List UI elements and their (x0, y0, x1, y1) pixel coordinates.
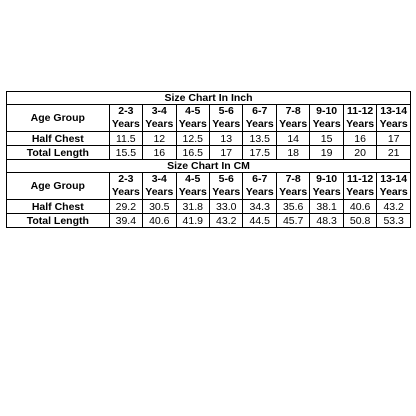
table-cell: 31.8 (176, 200, 209, 214)
table-cell: 13 (210, 132, 243, 146)
age-column-header (343, 105, 376, 132)
table-cell: 34.3 (243, 200, 276, 214)
table-cell: 45.7 (276, 214, 309, 228)
age-column-header (343, 173, 376, 200)
table-cell: 41.9 (176, 214, 209, 228)
age-unit: Years (212, 118, 241, 130)
table-cell: 16 (143, 146, 176, 160)
row-label: Half Chest (7, 200, 110, 214)
table-cell: 16 (343, 132, 376, 146)
age-unit: Years (279, 186, 308, 198)
age-column-header (276, 105, 309, 132)
table-cell: 17 (377, 132, 411, 146)
age-column-header (109, 173, 142, 200)
table-cell: 33.0 (210, 200, 243, 214)
age-column-header (276, 173, 309, 200)
age-column-header (109, 105, 142, 132)
table-cell: 40.6 (143, 214, 176, 228)
age-range: 4-5 (185, 105, 201, 117)
age-range: 7-8 (285, 105, 301, 117)
age-column-header (243, 105, 276, 132)
table-cell: 18 (276, 146, 309, 160)
age-column-header (143, 173, 176, 200)
age-range: 11-12 (346, 105, 374, 117)
table-cell: 43.2 (210, 214, 243, 228)
table-cell: 15 (310, 132, 343, 146)
age-range: 3-4 (151, 173, 167, 185)
age-column-header (143, 105, 176, 132)
table-cell: 21 (377, 146, 411, 160)
table-cell: 35.6 (276, 200, 309, 214)
table-cell: 12.5 (176, 132, 209, 146)
age-range: 2-3 (118, 105, 134, 117)
age-unit: Years (145, 186, 174, 198)
age-unit: Years (245, 118, 274, 130)
age-range: 5-6 (218, 105, 234, 117)
age-column-header (243, 173, 276, 200)
age-unit: Years (212, 186, 241, 198)
age-unit: Years (312, 118, 341, 130)
table-title-row-inch (7, 92, 411, 105)
table-cell: 40.6 (343, 200, 376, 214)
age-unit: Years (346, 118, 375, 130)
age-range: 6-7 (252, 105, 268, 117)
age-range: 3-4 (151, 105, 167, 117)
age-column-header (377, 105, 411, 132)
table-title-cm: Size Chart In CM (7, 160, 411, 173)
age-unit: Years (279, 118, 308, 130)
table-row (7, 214, 411, 228)
table-cell: 12 (143, 132, 176, 146)
header-row-inch (7, 105, 411, 132)
table-row (7, 200, 411, 214)
age-unit: Years (312, 186, 341, 198)
age-group-label: Age Group (7, 173, 110, 200)
age-unit: Years (379, 186, 408, 198)
age-range: 4-5 (185, 173, 201, 185)
age-column-header (210, 105, 243, 132)
table-cell: 20 (343, 146, 376, 160)
row-label: Total Length (7, 146, 110, 160)
table-cell: 44.5 (243, 214, 276, 228)
table-cell: 30.5 (143, 200, 176, 214)
age-column-header (176, 105, 209, 132)
table-cell: 39.4 (109, 214, 142, 228)
age-column-header (310, 105, 343, 132)
table-cell: 15.5 (109, 146, 142, 160)
age-unit: Years (178, 186, 207, 198)
table-row (7, 146, 411, 160)
age-unit: Years (346, 186, 375, 198)
table-cell: 13.5 (243, 132, 276, 146)
age-range: 9-10 (316, 173, 338, 185)
age-column-header (176, 173, 209, 200)
table-cell: 53.3 (377, 214, 411, 228)
table-cell: 17.5 (243, 146, 276, 160)
table-cell: 50.8 (343, 214, 376, 228)
age-range: 7-8 (285, 173, 301, 185)
header-row-cm (7, 173, 411, 200)
table-cell: 16.5 (176, 146, 209, 160)
table-cell: 19 (310, 146, 343, 160)
row-label: Half Chest (7, 132, 110, 146)
size-chart-table (6, 91, 411, 228)
age-range: 6-7 (252, 173, 268, 185)
row-label: Total Length (7, 214, 110, 228)
age-column-header (210, 173, 243, 200)
age-unit: Years (111, 118, 140, 130)
table-cell: 38.1 (310, 200, 343, 214)
age-range: 9-10 (316, 105, 338, 117)
table-title-row-cm (7, 160, 411, 173)
table-title-inch: Size Chart In Inch (7, 92, 411, 105)
age-column-header (377, 173, 411, 200)
age-range: 13-14 (380, 173, 408, 185)
table-cell: 17 (210, 146, 243, 160)
age-range: 2-3 (118, 173, 134, 185)
table-row (7, 132, 411, 146)
age-range: 5-6 (218, 173, 234, 185)
age-unit: Years (379, 118, 408, 130)
age-column-header (310, 173, 343, 200)
age-unit: Years (111, 186, 140, 198)
table-cell: 11.5 (109, 132, 142, 146)
size-chart-body (7, 92, 411, 228)
table-cell: 14 (276, 132, 309, 146)
table-cell: 43.2 (377, 200, 411, 214)
age-range: 13-14 (380, 105, 408, 117)
age-group-label: Age Group (7, 105, 110, 132)
age-unit: Years (145, 118, 174, 130)
age-unit: Years (245, 186, 274, 198)
age-unit: Years (178, 118, 207, 130)
age-range: 11-12 (346, 173, 374, 185)
table-cell: 29.2 (109, 200, 142, 214)
table-cell: 48.3 (310, 214, 343, 228)
